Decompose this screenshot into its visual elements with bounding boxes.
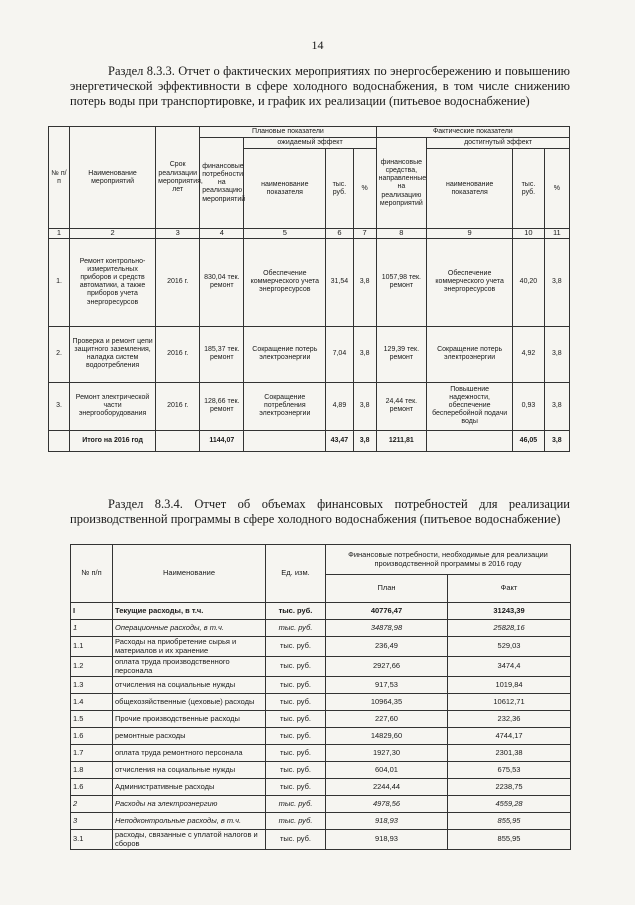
table-cell [49,430,70,451]
table-cell: 3.1 [71,830,113,850]
table-cell: 675,53 [448,762,571,779]
fact-indicator-header: наименование показателя [427,149,513,229]
table-cell: 529,03 [448,637,571,657]
table-cell: 3,8 [544,326,569,382]
plan-rub-header: тыс. руб. [326,149,353,229]
table-cell: тыс. руб. [266,779,326,796]
table-cell: 236,49 [326,637,448,657]
table-cell: тыс. руб. [266,620,326,637]
table-cell [244,430,326,451]
table-cell: тыс. руб. [266,728,326,745]
financial-needs-table [70,544,571,850]
table-cell: 3,8 [353,382,376,430]
table-cell: 5 [244,229,326,238]
table-cell: ремонтные расходы [113,728,266,745]
table-row [71,813,571,830]
table-cell: 4,89 [326,382,353,430]
table-row [71,603,571,620]
table-cell: 4744,17 [448,728,571,745]
table-cell: 31243,39 [448,603,571,620]
table-row [71,796,571,813]
table-cell: 4978,56 [326,796,448,813]
table-cell: 14829,60 [326,728,448,745]
table-row [49,238,570,326]
table-cell: 1057,98 тек. ремонт [376,238,426,326]
table-cell: 2016 г. [156,238,200,326]
table-cell: Текущие расходы, в т.ч. [113,603,266,620]
table-cell: 918,93 [326,830,448,850]
table-row [71,762,571,779]
table-cell: Ремонт электрической части энергооборудования [70,382,156,430]
table-row [71,620,571,637]
section-8-3-4-heading: Раздел 8.3.4. Отчет об объемах финансовых потребностей для реализации производственной программы в сфере холодного водоснабжения (питьевое водоснабжение) [70,497,570,526]
table-cell: Операционные расходы, в т.ч. [113,620,266,637]
table-cell: 2244,44 [326,779,448,796]
table-cell: 11 [544,229,569,238]
table-cell: 1211,81 [376,430,426,451]
table-cell: 24,44 тек. ремонт [376,382,426,430]
table-cell: 3,8 [353,430,376,451]
table-cell: 7 [353,229,376,238]
table-cell: 6 [326,229,353,238]
table-cell: 2927,66 [326,657,448,677]
fact-pct-header: % [544,149,569,229]
col-term-header: Срок реализации мероприятия, лет [156,127,200,229]
table-cell: 7,04 [326,326,353,382]
col-name-header: Наименование мероприятий [70,127,156,229]
actual-indicators-header: Фактические показатели [376,127,569,138]
fact-rub-header: тыс. руб. [513,149,545,229]
section-8-3-3-heading: Раздел 8.3.3. Отчет о фактических мероприятиях по энергосбережению и повышению энергетической эффективности в сфере холодного водоснабжения, в том числе снижению потерь воды при транспортировке, и график их реализации (питьевое водоснабжение) [70,64,570,108]
table-row [49,326,570,382]
table-row [71,728,571,745]
table-cell: Проверка и ремонт цепи защитного заземления, наладка систем водоотребления [70,326,156,382]
table-cell: тыс. руб. [266,711,326,728]
table-cell: 0,93 [513,382,545,430]
table-cell: 10612,71 [448,694,571,711]
table-cell: тыс. руб. [266,762,326,779]
table-cell: Обеспечение коммерческого учета энергоресурсов [427,238,513,326]
table-cell: 855,95 [448,813,571,830]
total-label: Итого на 2016 год [70,430,156,451]
table-cell: 129,39 тек. ремонт [376,326,426,382]
plan-pct-header: % [353,149,376,229]
table-cell: 185,37 тек. ремонт [200,326,244,382]
table-cell: 3,8 [544,238,569,326]
table-cell: Сокращение потерь электроэнергии [427,326,513,382]
table-cell: тыс. руб. [266,796,326,813]
table-cell: 34878,98 [326,620,448,637]
table-cell: 31,54 [326,238,353,326]
table-cell: 3 [71,813,113,830]
table-cell: Неподконтрольные расходы, в т.ч. [113,813,266,830]
table-cell: 604,01 [326,762,448,779]
table-cell: 10964,35 [326,694,448,711]
table-cell: 1.7 [71,745,113,762]
table-cell: 227,60 [326,711,448,728]
table-row [71,830,571,850]
table-cell: 2 [71,796,113,813]
table-cell: 3474,4 [448,657,571,677]
table-cell: тыс. руб. [266,745,326,762]
table-cell: 855,95 [448,830,571,850]
table-cell: 40776,47 [326,603,448,620]
table-cell: Расходы на приобретение сырья и материалов и их хранение [113,637,266,657]
table-cell: тыс. руб. [266,603,326,620]
table-cell: 3 [156,229,200,238]
table-cell: 2. [49,326,70,382]
table-cell: 918,93 [326,813,448,830]
table-cell: 2238,75 [448,779,571,796]
table-cell: 1.3 [71,677,113,694]
table-cell: 4559,28 [448,796,571,813]
table-cell: 1 [49,229,70,238]
table-cell: 3,8 [544,382,569,430]
table-cell: 43,47 [326,430,353,451]
table-cell: 4 [200,229,244,238]
table-cell: 1.6 [71,728,113,745]
table-cell: 1927,30 [326,745,448,762]
table-cell: 917,53 [326,677,448,694]
table-cell: Сокращение потерь электроэнергии [244,326,326,382]
table-cell: тыс. руб. [266,813,326,830]
planned-indicators-header: Плановые показатели [200,127,376,138]
t2-name-header: Наименование [113,545,266,603]
table-cell: 40,20 [513,238,545,326]
table-cell: тыс. руб. [266,677,326,694]
table-cell: тыс. руб. [266,694,326,711]
table-cell: 830,04 тек. ремонт [200,238,244,326]
table-cell: отчисления на социальные нужды [113,677,266,694]
t2-num-header: № п/п [71,545,113,603]
table-cell: 232,36 [448,711,571,728]
t2-plan-header: План [326,575,448,603]
table-cell: 4,92 [513,326,545,382]
table-cell: 1.4 [71,694,113,711]
t2-group-header: Финансовые потребности, необходимые для реализации производственной программы в 2016 году [326,545,571,575]
table-cell: Сокращение потребления электроэнергии [244,382,326,430]
table-cell: Прочие производственные расходы [113,711,266,728]
table-cell: тыс. руб. [266,657,326,677]
table-cell: 2016 г. [156,382,200,430]
table-cell: 3. [49,382,70,430]
table-cell: Расходы на электроэнергию [113,796,266,813]
table-cell: Административные расходы [113,779,266,796]
table-row [71,711,571,728]
table-cell: 2 [70,229,156,238]
table-cell: 1144,07 [200,430,244,451]
table-row [71,637,571,657]
table-cell: 2016 г. [156,326,200,382]
table-cell: 1.2 [71,657,113,677]
t2-unit-header: Ед. изм. [266,545,326,603]
table-cell: тыс. руб. [266,637,326,657]
table-cell: 128,66 тек. ремонт [200,382,244,430]
table-cell: 8 [376,229,426,238]
table-cell: Ремонт контрольно-измерительных приборов и средств автоматики, а также приборов учета энергоресурсов [70,238,156,326]
table-cell [156,430,200,451]
table-cell: 1.5 [71,711,113,728]
energy-measures-table [48,126,570,452]
table-cell: отчисления на социальные нужды [113,762,266,779]
table-row [71,745,571,762]
table-cell: I [71,603,113,620]
table-cell: 2301,38 [448,745,571,762]
table-cell: 3,8 [353,326,376,382]
table-cell: расходы, связанные с уплатой налогов и сборов [113,830,266,850]
expected-effect-header: ожидаемый эффект [244,138,376,149]
page-number: 14 [311,38,324,52]
table-cell: оплата труда производственного персонала [113,657,266,677]
table-cell: Повышение надежности, обеспечение бесперебойной подачи воды [427,382,513,430]
column-index-row [49,229,570,238]
table-cell: 1. [49,238,70,326]
table-row [71,657,571,677]
table-row [49,382,570,430]
table-cell: 1019,84 [448,677,571,694]
table-cell: 1 [71,620,113,637]
table-cell: 3,8 [544,430,569,451]
table-cell: 1.8 [71,762,113,779]
table-cell: тыс. руб. [266,830,326,850]
table-row [71,779,571,796]
table-cell: 10 [513,229,545,238]
col-num-header: № п/ п [49,127,70,229]
table-cell [427,430,513,451]
achieved-effect-header: достигнутый эффект [427,138,570,149]
plan-indicator-header: наименование показателя [244,149,326,229]
table-cell: 46,05 [513,430,545,451]
actual-fin-header: финансовые средства, направленные на реализацию мероприятий [376,138,426,229]
table-cell: 3,8 [353,238,376,326]
table-cell: оплата труда ремонтного персонала [113,745,266,762]
table-cell: 25828,16 [448,620,571,637]
planned-fin-header: финансовые потребности на реализацию мероприятий [200,138,244,229]
total-row [49,430,570,451]
table-row [71,677,571,694]
table-cell: Обеспечение коммерческого учета энергоресурсов [244,238,326,326]
table-cell: 1.1 [71,637,113,657]
table-cell: общехозяйственные (цеховые) расходы [113,694,266,711]
table-cell: 1.6 [71,779,113,796]
t2-fact-header: Факт [448,575,571,603]
table-cell: 9 [427,229,513,238]
table-row [71,694,571,711]
